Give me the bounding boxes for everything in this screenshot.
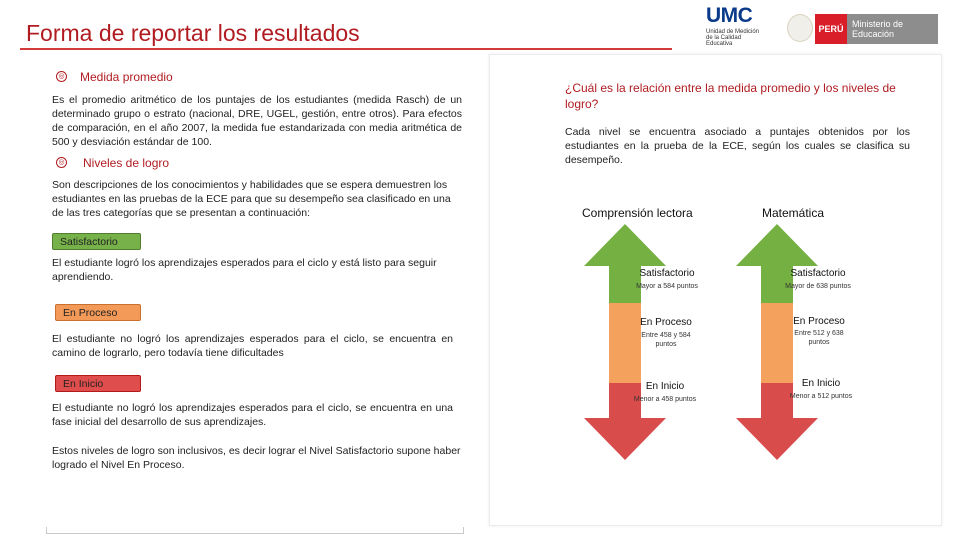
peru-logo: PERÚ xyxy=(815,14,847,44)
niveles-text: Son descripciones de los conocimientos y habilidades que se espera demuestren los estudiantes en las pruebas de la ECE para que su desempeño sea clasificado en una de las tres categorías que se presentan a continuación: xyxy=(52,179,451,219)
badge-en-inicio: En Inicio xyxy=(55,375,141,392)
title-underline xyxy=(20,48,672,50)
arrow-segment-satisfactorio xyxy=(584,224,666,304)
niveles-heading: Niveles de logro xyxy=(83,156,170,170)
mat-range-en-inicio: Menor a 512 puntos xyxy=(789,393,853,400)
relation-answer: Cada nivel se encuentra asociado a puntajes obtenidos por los estudiantes en la prueba de la ECE, según los cuales se clasifica su desempeño. xyxy=(565,126,910,166)
cl-level-en-inicio: En Inicio xyxy=(645,381,685,392)
arrow-segment-satisfactorio xyxy=(736,224,818,304)
column-title-comprension: Comprensión lectora xyxy=(582,206,693,220)
cl-level-en-proceso: En Proceso xyxy=(640,317,692,328)
inclusive-note: Estos niveles de logro son inclusivos, es decir lograr el Nivel Satisfactorio supone haber logrado el Nivel En Proceso. xyxy=(52,445,461,471)
mat-range-en-proceso: Entre 512 y 638 puntos xyxy=(794,330,844,346)
en-inicio-text: El estudiante no logró los aprendizajes esperados para el ciclo, se encuentra en una fase inicial del desarrollo de sus aprendizajes. xyxy=(52,402,453,428)
column-title-matematica: Matemática xyxy=(762,206,825,220)
umc-logo-subtitle: Unidad de Medición de la Calidad Educativa xyxy=(706,29,760,47)
medida-text: Es el promedio aritmético de los puntajes de los estudiantes (medida Rasch) de un determinado grupo o estrato (nacional, DRE, UGEL, gestión, entre otros). Para efectos de comparación, en el año 2007, la medida fue estandarizada con media aritmética de 500 y desviación estándar de 100. xyxy=(52,94,462,148)
cl-level-satisfactorio: Satisfactorio xyxy=(639,268,695,279)
ministry-logo: Ministerio de Educación xyxy=(847,14,938,44)
badge-en-proceso: En Proceso xyxy=(55,304,141,321)
page-title: Forma de reportar los resultados xyxy=(26,20,360,46)
mat-level-satisfactorio: Satisfactorio xyxy=(790,268,846,279)
bullet-icon: ◎ xyxy=(56,157,67,168)
en-proceso-text: El estudiante no logró los aprendizajes esperados para el ciclo, se encuentra en camino de lograrlo, pero todavía tiene dificultades xyxy=(52,333,453,359)
cl-range-satisfactorio: Mayor a 584 puntos xyxy=(636,283,698,290)
national-seal-icon xyxy=(787,14,813,42)
badge-satisfactorio: Satisfactorio xyxy=(52,233,141,250)
satisfactorio-text: El estudiante logró los aprendizajes esperados para el ciclo y está listo para seguir aprendiendo. xyxy=(52,257,437,283)
relation-question: ¿Cuál es la relación entre la medida promedio y los niveles de logro? xyxy=(565,81,896,111)
medida-heading: Medida promedio xyxy=(80,70,173,84)
mat-range-satisfactorio: Mayor de 638 puntos xyxy=(785,283,851,290)
bullet-icon: ◎ xyxy=(56,71,67,82)
cl-range-en-inicio: Menor a 458 puntos xyxy=(633,396,697,403)
umc-logo: UMC xyxy=(706,4,753,27)
cl-range-en-proceso: Entre 458 y 584 puntos xyxy=(641,332,691,348)
mat-level-en-proceso: En Proceso xyxy=(793,316,845,327)
mat-level-en-inicio: En Inicio xyxy=(801,378,841,389)
